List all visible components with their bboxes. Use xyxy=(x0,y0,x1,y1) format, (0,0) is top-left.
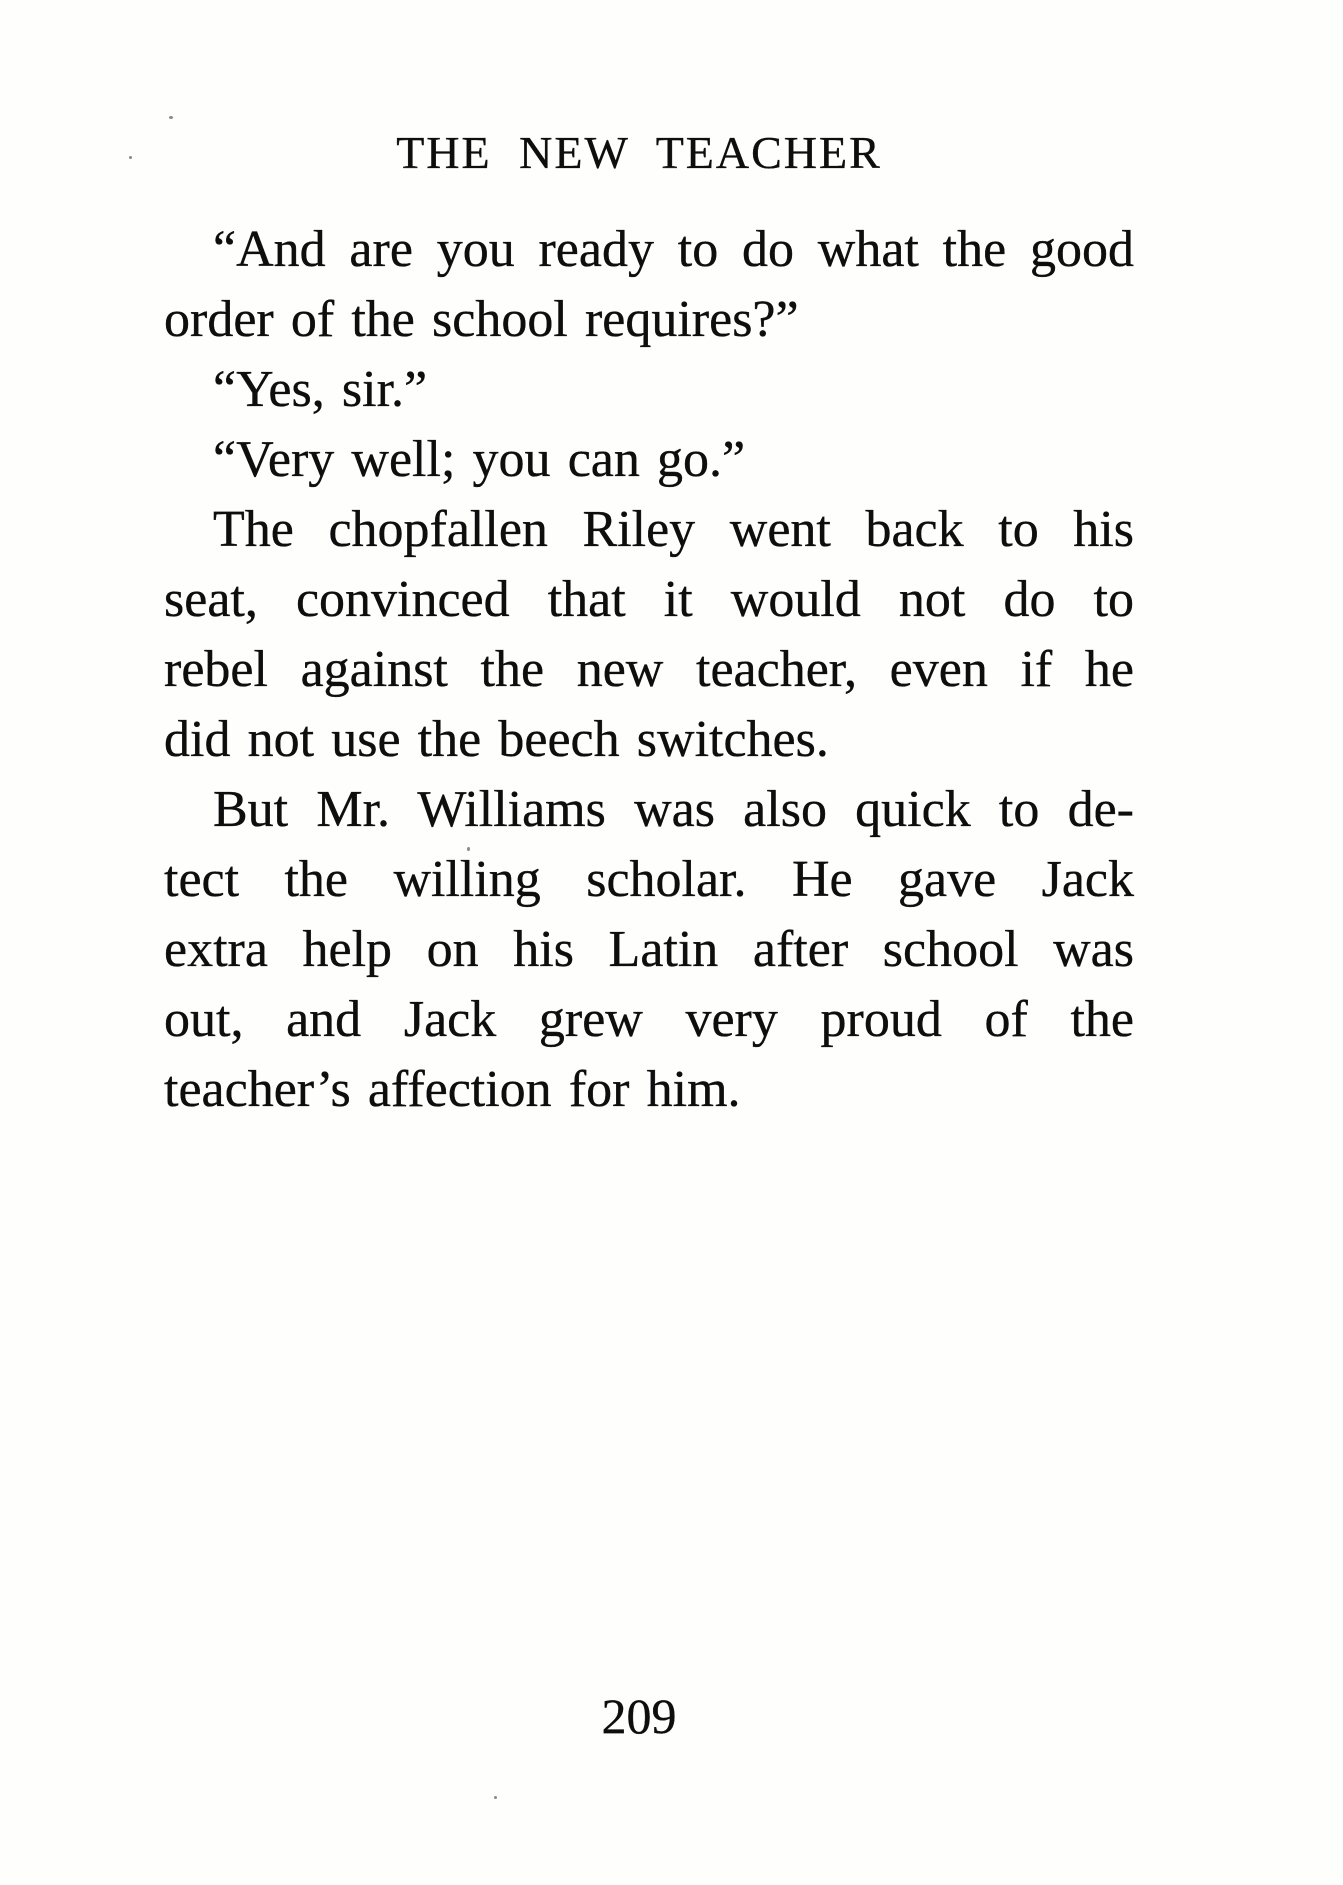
page-number: 209 xyxy=(601,1688,677,1744)
text-line: order of the school requires?” xyxy=(164,291,799,348)
paragraph xyxy=(164,215,1134,355)
scan-speck xyxy=(467,847,470,851)
body-text xyxy=(164,215,1134,1125)
text-line: seat, convinced that it would not do to xyxy=(164,571,1134,628)
paragraph xyxy=(164,775,1134,1125)
text-line: The chopfallen Riley went back to his xyxy=(213,501,1134,558)
text-line: tect the willing scholar. He gave Jack xyxy=(164,851,1134,908)
text-line: “Yes, sir.” xyxy=(213,361,428,418)
running-header: THE NEW TEACHER xyxy=(396,127,882,178)
text-line: “Very well; you can go.” xyxy=(213,431,746,488)
text-line: rebel against the new teacher, even if he xyxy=(164,641,1134,698)
paragraph xyxy=(164,425,1134,495)
scan-speck xyxy=(169,116,173,119)
text-line: out, and Jack grew very proud of the xyxy=(164,991,1134,1048)
text-line: “And are you ready to do what the good xyxy=(213,221,1134,278)
text-line: did not use the beech switches. xyxy=(164,711,829,768)
text-line: teacher’s affection for him. xyxy=(164,1061,741,1118)
scan-speck xyxy=(129,156,132,159)
paragraph xyxy=(164,355,1134,425)
text-line: extra help on his Latin after school was xyxy=(164,921,1134,978)
text-line: But Mr. Williams was also quick to de- xyxy=(213,781,1134,838)
paragraph xyxy=(164,495,1134,775)
scan-speck xyxy=(494,1796,497,1799)
